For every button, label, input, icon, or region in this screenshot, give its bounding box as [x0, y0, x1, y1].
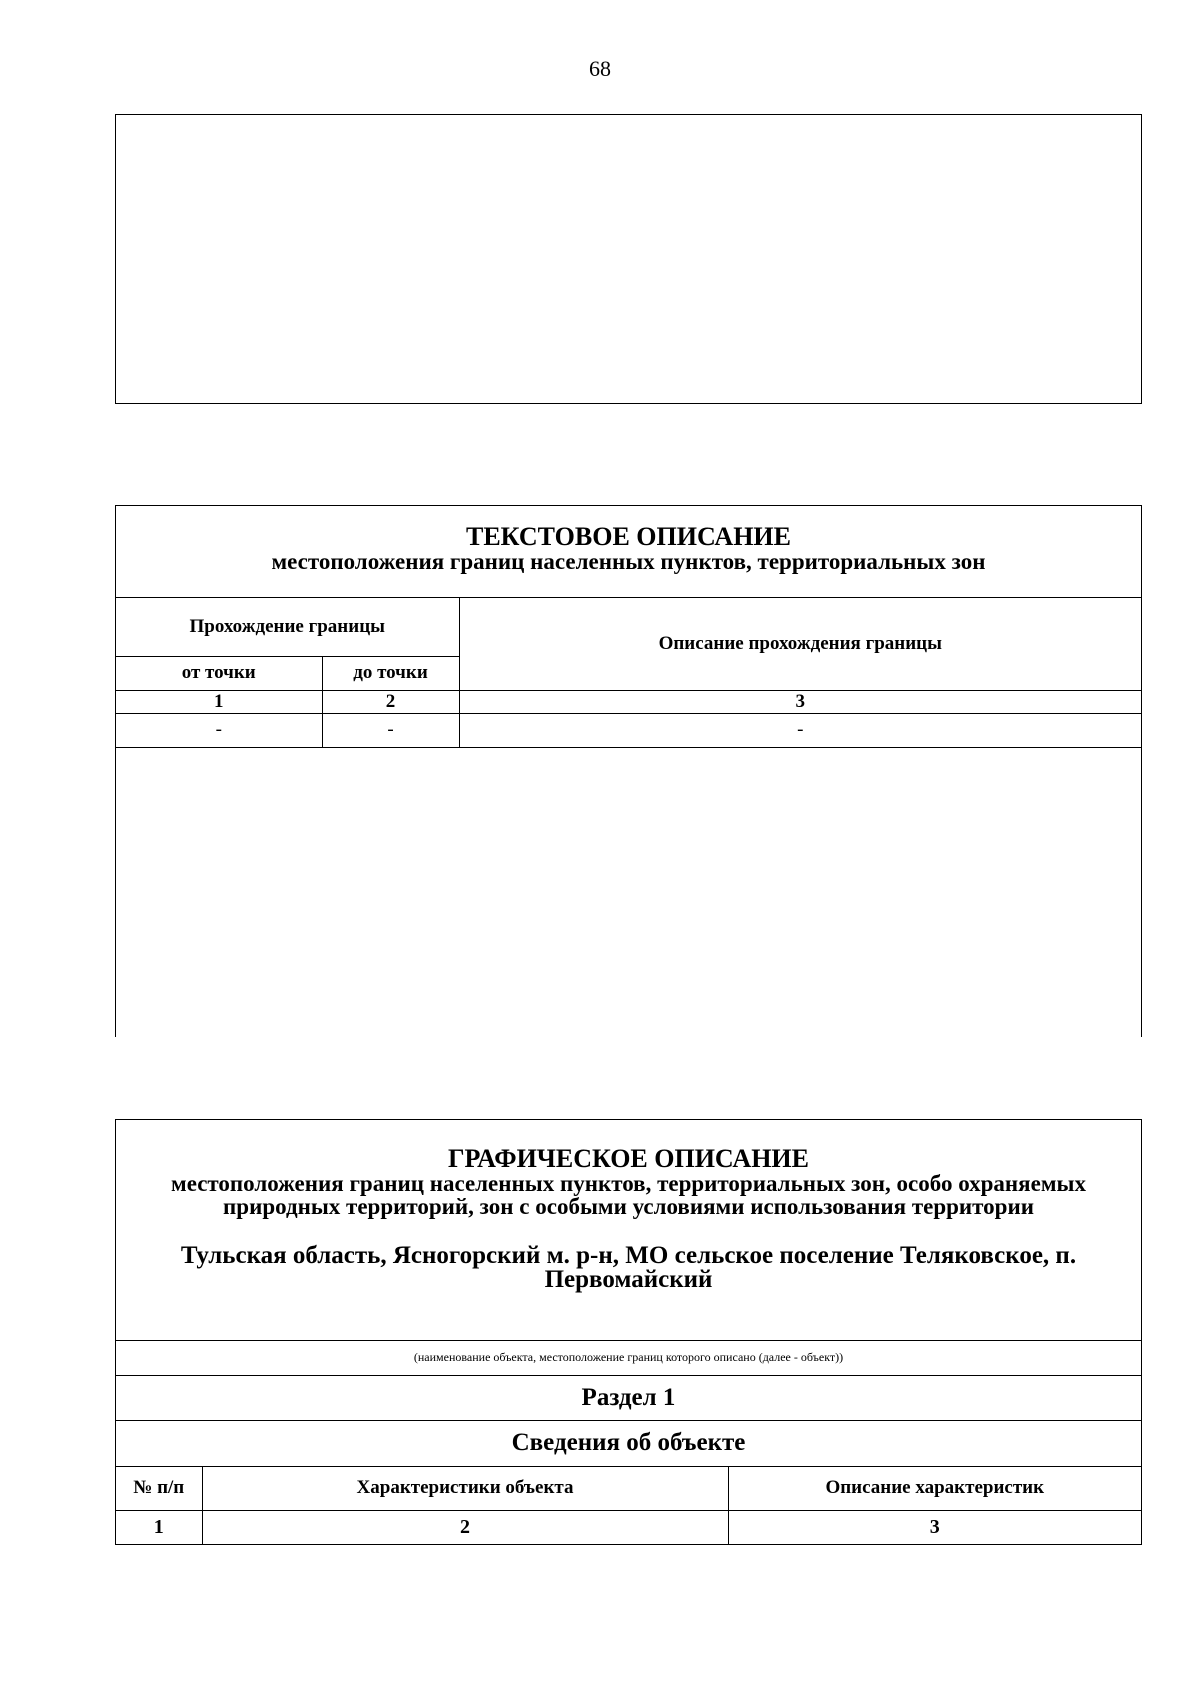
- object-info-number-cell: 1: [116, 1510, 202, 1544]
- map-placeholder-box: [115, 114, 1142, 404]
- graphic-description-header: [116, 1120, 1141, 1341]
- section-title: Сведения об объекте: [116, 1421, 1141, 1467]
- table-row: [116, 713, 1141, 747]
- boundary-cell-to: -: [322, 713, 459, 747]
- boundary-header-description: Описание прохождения границы: [459, 598, 1141, 690]
- object-info-number-row: [116, 1510, 1141, 1544]
- object-name-note: (наименование объекта, местоположение границ которого описано (далее - объект)): [116, 1341, 1141, 1376]
- boundary-header-to: до точки: [322, 656, 459, 690]
- object-info-number-cell: 2: [202, 1510, 728, 1544]
- boundary-header-group: Прохождение границы: [116, 598, 459, 656]
- page-number: 68: [589, 56, 611, 81]
- text-description-block: [115, 505, 1142, 1037]
- boundary-number-cell: 3: [459, 690, 1141, 713]
- object-info-table: [116, 1467, 1141, 1544]
- object-info-number-cell: 3: [728, 1510, 1141, 1544]
- graphic-description-block: [115, 1119, 1142, 1545]
- boundary-number-cell: 1: [116, 690, 322, 713]
- boundary-number-row: [116, 690, 1141, 713]
- section-label: Раздел 1: [116, 1376, 1141, 1421]
- text-description-header: [116, 506, 1141, 598]
- object-name: Тульская область, Ясногорский м. р-н, МО сельское поселение Теляковское, п. Первомайский: [180, 1242, 1077, 1293]
- graphic-description-subtitle: местоположения границ населенных пунктов, территориальных зон, особо охраняемых природных территорий, зон с особыми условиями использования территории: [171, 1171, 1086, 1219]
- object-info-header-row: [116, 1467, 1141, 1510]
- boundary-table: [116, 598, 1141, 748]
- object-info-header-characteristics: Характеристики объекта: [202, 1467, 728, 1510]
- boundary-header-from: от точки: [116, 656, 322, 690]
- object-info-header-number: № п/п: [116, 1467, 202, 1510]
- boundary-cell-from: -: [116, 713, 322, 747]
- boundary-number-cell: 2: [322, 690, 459, 713]
- object-info-header-description: Описание характеристик: [728, 1467, 1141, 1510]
- text-description-title: ТЕКСТОВОЕ ОПИСАНИЕ: [465, 522, 791, 551]
- text-description-subtitle: местоположения границ населенных пунктов, территориальных зон: [271, 549, 986, 574]
- boundary-cell-description: -: [459, 713, 1141, 747]
- graphic-description-title: ГРАФИЧЕСКОЕ ОПИСАНИЕ: [448, 1144, 809, 1173]
